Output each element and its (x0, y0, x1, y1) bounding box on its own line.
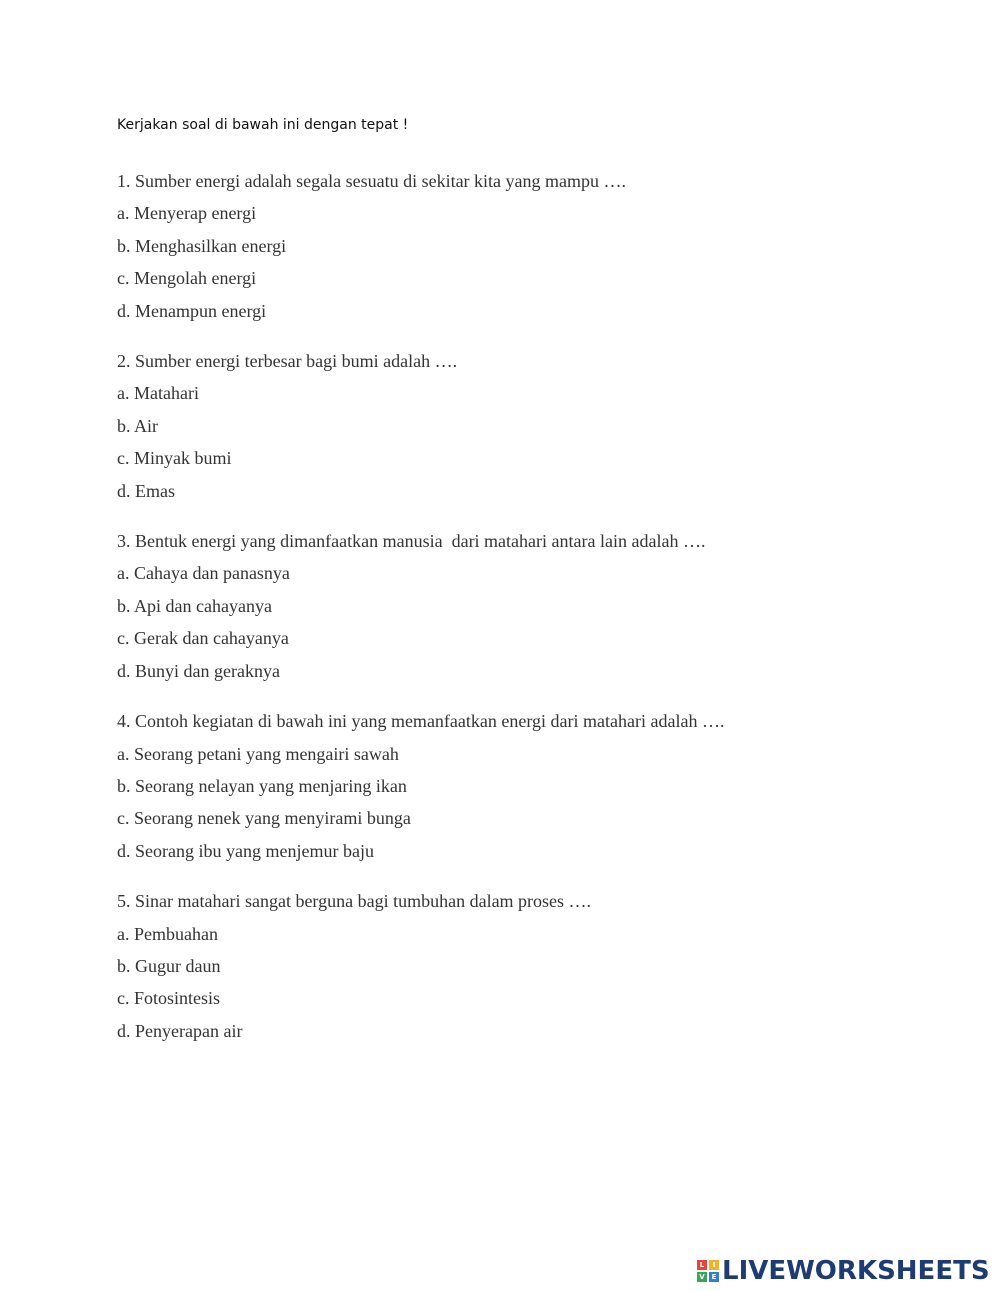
question-text: 2. Sumber energi terbesar bagi bumi adalah …. (117, 351, 458, 372)
question-1 (117, 165, 977, 327)
logo-square-e: E (709, 1272, 719, 1282)
question-list (117, 165, 977, 1065)
option-d: d. Menampun energi (117, 300, 267, 321)
question-2 (117, 345, 977, 507)
option-c: c. Fotosintesis (117, 988, 221, 1009)
question-3 (117, 525, 977, 687)
question-5 (117, 885, 977, 1047)
question-text: 4. Contoh kegiatan di bawah ini yang memanfaatkan energi dari matahari adalah …. (117, 711, 725, 732)
option-a: a. Seorang petani yang mengairi sawah (117, 743, 399, 764)
instruction-text: Kerjakan soal di bawah ini dengan tepat ! (117, 117, 409, 133)
option-c: c. Mengolah energi (117, 268, 257, 289)
logo-square-i: I (709, 1260, 719, 1270)
question-text: 1. Sumber energi adalah segala sesuatu di sekitar kita yang mampu …. (117, 171, 627, 191)
option-d: d. Emas (117, 480, 175, 501)
option-a: a. Cahaya dan panasnya (117, 563, 290, 584)
option-b: b. Gugur daun (117, 955, 221, 976)
question-text: 5. Sinar matahari sangat berguna bagi tumbuhan dalam proses …. (117, 891, 592, 912)
option-a: a. Matahari (117, 383, 199, 404)
option-d: d. Bunyi dan geraknya (117, 660, 280, 681)
option-c: c. Gerak dan cahayanya (117, 628, 289, 649)
option-c: c. Seorang nenek yang menyirami bunga (117, 808, 411, 829)
option-b: b. Seorang nelayan yang menjaring ikan (117, 775, 407, 796)
logo-square-l: L (697, 1260, 707, 1270)
option-c: c. Minyak bumi (117, 448, 232, 469)
liveworksheets-logo-icon (697, 1260, 719, 1282)
option-d: d. Penyerapan air (117, 1020, 243, 1041)
option-b: b. Api dan cahayanya (117, 595, 272, 616)
option-d: d. Seorang ibu yang menjemur baju (117, 840, 374, 861)
option-b: b. Menghasilkan energi (117, 235, 287, 256)
option-b: b. Air (117, 415, 159, 436)
liveworksheets-logo (697, 1256, 990, 1286)
option-a: a. Menyerap energi (117, 203, 257, 224)
question-text: 3. Bentuk energi yang dimanfaatkan manusia dari matahari antara lain adalah …. (117, 531, 706, 552)
option-a: a. Pembuahan (117, 923, 218, 944)
logo-square-v: V (697, 1272, 707, 1282)
logo-text: LIVEWORKSHEETS (722, 1256, 990, 1286)
question-4 (117, 705, 977, 867)
